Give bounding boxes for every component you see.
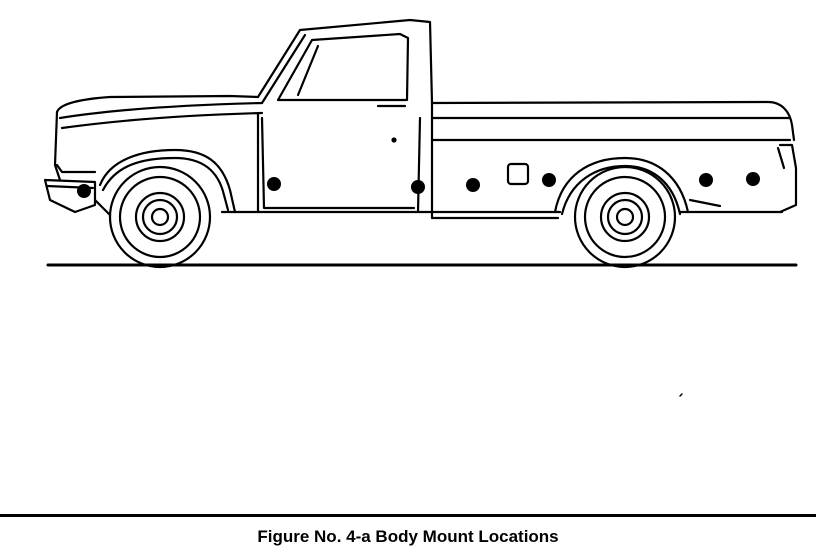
speck <box>680 394 682 396</box>
body-mount-marker <box>267 177 281 191</box>
body-mount-marker <box>411 180 425 194</box>
body-mount-marker <box>77 184 91 198</box>
body-mount-marker <box>746 172 760 186</box>
figure-caption: Figure No. 4-a Body Mount Locations <box>257 527 559 546</box>
body-mount-marker <box>466 178 480 192</box>
front-wheel <box>110 167 210 267</box>
body-mount-marker <box>699 173 713 187</box>
rear-wheel <box>575 167 675 267</box>
caption-rule <box>0 514 816 517</box>
body-mount-marker <box>542 173 556 187</box>
